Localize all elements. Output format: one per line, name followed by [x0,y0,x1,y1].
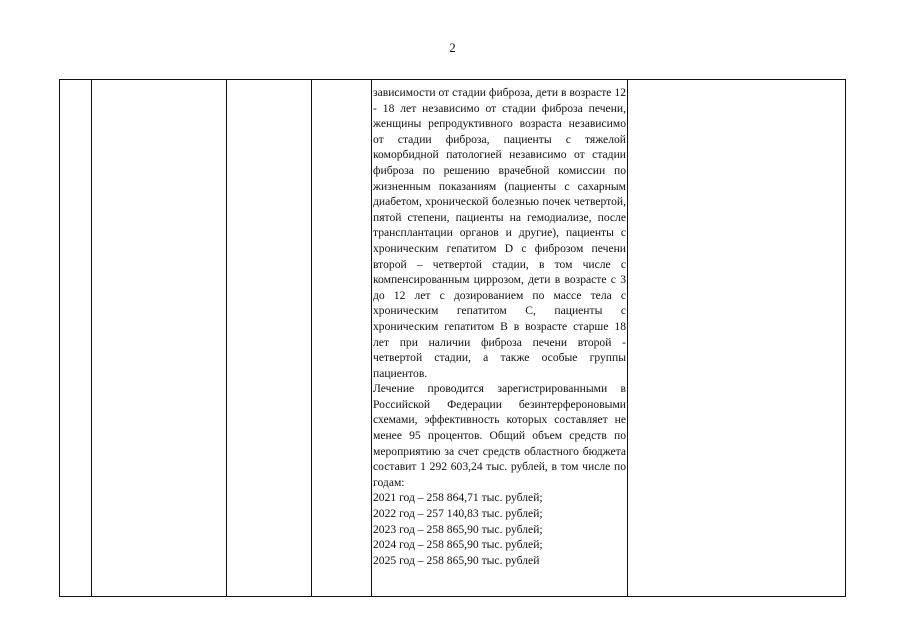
year-funding-item: 2025 год – 258 865,90 тыс. рублей [373,553,540,567]
column-divider [91,80,92,596]
page-number: 2 [449,40,456,55]
column-divider [627,80,628,596]
cell-paragraph-1: зависимости от стадии фиброза, дети в возрасте 12 - 18 лет независимо от стадии фиброза печени, женщины репродуктивного возраста независимо от стадии фиброза, пациенты с тяжелой коморбидной патологией независимо от стадии фиброза по решению врачебной комиссии по жизненным показаниям (пациенты с сахарным диабетом, хронической болезнью почек четвертой, пятой степени, пациенты на гемодиализе, после трансплантации органов и другие), пациенты с хроническим гепатитом D с фиброзом печени второй – четвертой стадии, в том числе с компенсированным циррозом, дети в возрасте с 3 до 12 лет с дозированием по массе тела с хроническим гепатитом С, пациенты с хроническим гепатитом В в возрасте старше 18 лет при наличии фиброза печени второй - четвертой стадии, а также особые группы пациентов. [373,86,626,380]
year-funding-item: 2024 год – 258 865,90 тыс. рублей; [373,538,543,552]
measure-description-cell [373,85,626,568]
column-divider [371,80,372,596]
funding-by-year-list [373,490,626,568]
year-funding-item: 2023 год – 258 865,90 тыс. рублей; [373,522,543,536]
year-funding-item: 2021 год – 258 864,71 тыс. рублей; [373,491,543,505]
cell-paragraph-2: Лечение проводится зарегистрированными в Российской Федерации безинтерфероновыми схемами, эффективность которых составляет не менее 95 процентов. Общий объем средств по мероприятию за счет средств областного бюджета составит 1 292 603,24 тыс. рублей, в том числе по годам: [373,382,626,489]
column-divider [226,80,227,596]
year-funding-item: 2022 год – 257 140,83 тыс. рублей; [373,507,543,521]
column-divider [311,80,312,596]
